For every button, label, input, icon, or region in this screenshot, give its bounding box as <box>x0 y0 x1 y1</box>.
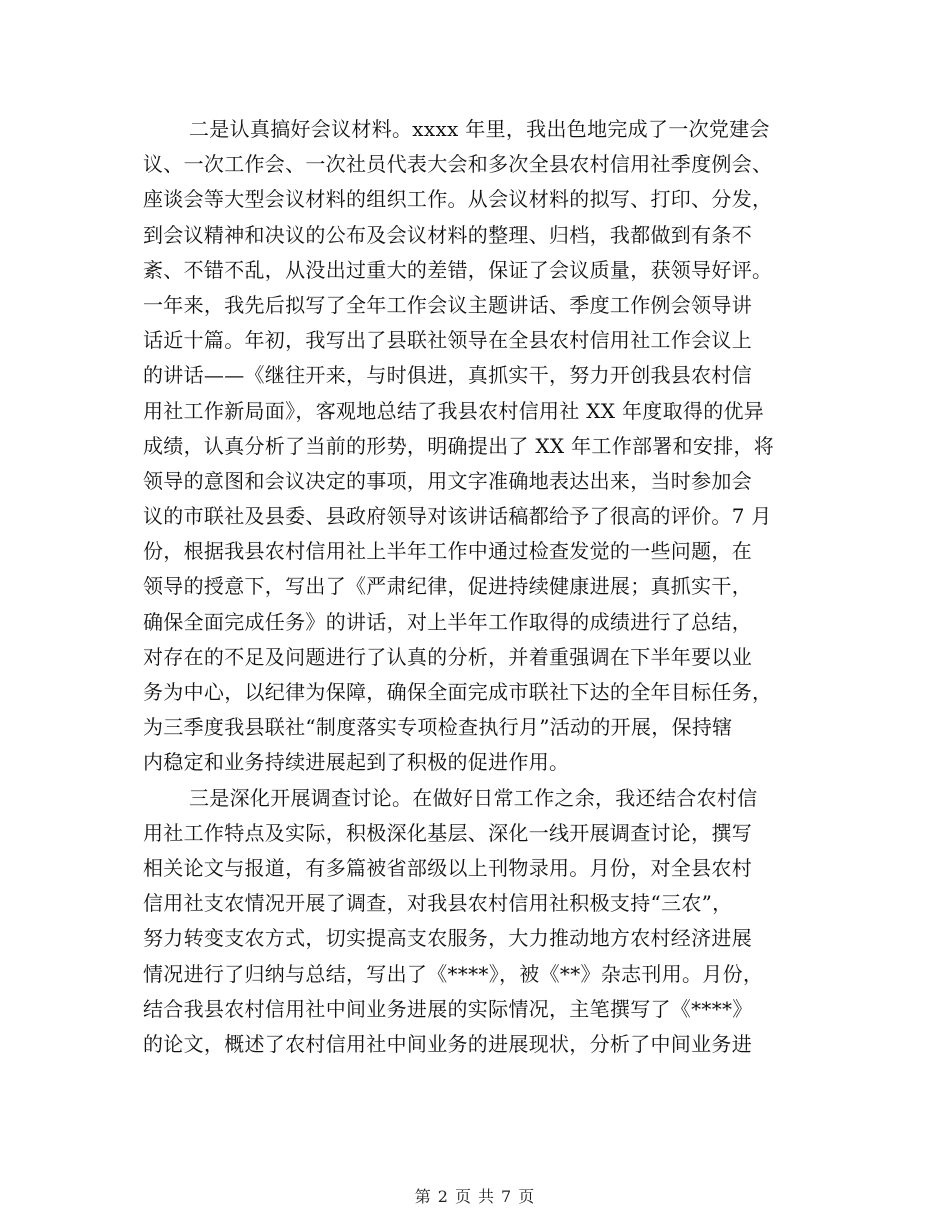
page-number: 2 <box>437 1187 449 1206</box>
paragraph-line: 情况进行了归纳与总结，写出了《****》，被《**》杂志刊用。月份， <box>143 961 764 986</box>
footer-middle: 页 共 <box>454 1187 496 1206</box>
paragraph-line: 二是认真搞好会议材料。xxxx 年里，我出色地完成了一次党建会 <box>189 117 770 141</box>
footer-suffix: 页 <box>518 1187 536 1206</box>
paragraph-line: 一年来，我先后拟写了全年工作会议主题讲话、季度工作例会领导讲 <box>143 292 752 317</box>
paragraph-line: 用社工作新局面》，客观地总结了我县农村信用社 XX 年度取得的优异 <box>143 398 765 423</box>
paragraph-line: 紊、不错不乱，从没出过重大的差错，保证了会议质量，获领导好评。 <box>143 257 773 282</box>
paragraph-line: 为三季度我县联社“制度落实专项检查执行月”活动的开展，保持辖 <box>143 715 733 740</box>
paragraph-line: 努力转变支农方式，切实提高支农服务，大力推动地方农村经济进展 <box>143 926 752 951</box>
paragraph-line: 用社工作特点及实际，积极深化基层、深化一线开展调查讨论，撰写 <box>143 820 752 845</box>
paragraph-line: 确保全面完成任务》的讲话，对上半年工作取得的成绩进行了总结， <box>143 609 752 634</box>
paragraph-line: 信用社支农情况开展了调查，对我县农村信用社积极支持“三农”， <box>143 891 733 916</box>
paragraph-line: 相关论文与报道，有多篇被省部级以上刊物录用。月份，对全县农村 <box>143 855 752 880</box>
page-footer <box>0 1184 950 1207</box>
paragraph-line: 结合我县农村信用社中间业务进展的实际情况，主笔撰写了《****》 <box>143 996 753 1021</box>
paragraph-line: 对存在的不足及问题进行了认真的分析，并着重强调在下半年要以业 <box>143 644 752 669</box>
body-text <box>143 112 808 1062</box>
paragraph-line: 内稳定和业务持续进展起到了积极的促进作用。 <box>143 750 570 775</box>
paragraph-line: 座谈会等大型会议材料的组织工作。从会议材料的拟写、打印、分发， <box>143 187 773 212</box>
footer-prefix: 第 <box>414 1187 432 1206</box>
paragraph-line: 份，根据我县农村信用社上半年工作中通过检查发觉的一些问题，在 <box>143 539 752 564</box>
paragraph-line: 议的市联社及县委、县政府领导对该讲话稿都给予了很高的评价。7 月 <box>143 504 772 529</box>
total-pages: 7 <box>501 1187 513 1206</box>
paragraph-line: 议、一次工作会、一次社员代表大会和多次全县农村信用社季度例会、 <box>143 152 773 177</box>
paragraph-line: 务为中心，以纪律为保障，确保全面完成市联社下达的全年目标任务， <box>143 680 773 704</box>
paragraph-line: 三是深化开展调查讨论。在做好日常工作之余，我还结合农村信 <box>189 785 758 810</box>
paragraph-line: 话近十篇。年初，我写出了县联社领导在全县农村信用社工作会议上 <box>143 328 752 353</box>
paragraph-line: 的论文，概述了农村信用社中间业务的进展现状，分析了中间业务进 <box>143 1031 752 1056</box>
paragraph-line: 到会议精神和决议的公布及会议材料的整理、归档，我都做到有条不 <box>143 222 752 247</box>
paragraph-line: 领导的授意下，写出了《严肃纪律，促进持续健康进展；真抓实干， <box>143 574 752 599</box>
paragraph-line: 的讲话——《继往开来，与时俱进，真抓实干，努力开创我县农村信 <box>143 363 752 388</box>
paragraph-line: 成绩，认真分析了当前的形势，明确提出了 XX 年工作部署和安排，将 <box>143 433 775 458</box>
paragraph-line: 领导的意图和会议决定的事项，用文字准确地表达出来，当时参加会 <box>143 468 752 493</box>
